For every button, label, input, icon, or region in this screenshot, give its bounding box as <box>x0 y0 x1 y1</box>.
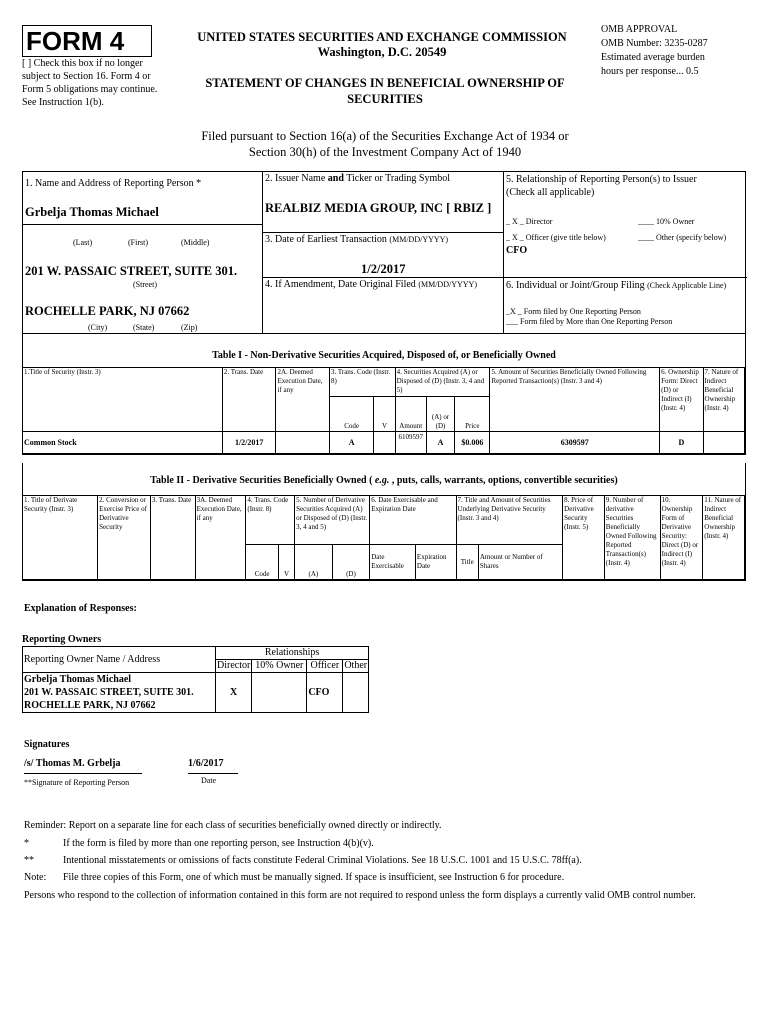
reminder-note: Reminder: Report on a separate line for each class of securities beneficially owned directly or indirectly. <box>24 820 442 831</box>
star1-mark: * <box>24 838 29 849</box>
owner-officer: CFO <box>307 673 343 713</box>
t1-h-deemed: 2A. Deemed Execution Date, if any <box>276 368 330 432</box>
t2-h-owned: 9. Number of derivative Securities Beneficially Owned Following Reported Transaction(s) (Instr. 4) <box>604 496 660 580</box>
box6-label: 6. Individual or Joint/Group Filing (Check Applicable Line) <box>506 280 727 291</box>
table2-box <box>22 463 746 581</box>
t2-h-nature: 11. Nature of Indirect Beneficial Ownership (Instr. 4) <box>703 496 745 580</box>
t2-sub-expiration: Expiration Date <box>415 545 456 580</box>
ten-pct-owner-checkbox[interactable]: ____ 10% Owner <box>638 217 695 226</box>
top-boxes <box>22 171 746 334</box>
t2-h-exercisable: 6. Date Exercisable and Expiration Date <box>370 496 456 545</box>
street-address: 201 W. PASSAIC STREET, SUITE 301. <box>25 264 238 278</box>
filed-pursuant-line1: Filed pursuant to Section 16(a) of the Securities Exchange Act of 1934 or <box>201 129 569 143</box>
t1-deemed-date <box>276 432 330 454</box>
form-title: FORM 4 <box>26 26 125 56</box>
omb-box <box>601 23 761 79</box>
signature-label: **Signature of Reporting Person <box>24 778 130 787</box>
t2-h-title: 1. Title of Derivate Security (Instr. 3) <box>23 496 98 580</box>
signature-date: 1/6/2017 <box>188 758 238 774</box>
table-row <box>23 673 369 713</box>
t2-h-number: 5. Number of Derivative Securities Acquired (A) or Disposed of (D) (Instr. 3, 4 and 5) <box>295 496 370 545</box>
persons-note: Persons who respond to the collection of information contained in this form are not required to respond unless the form displays a currently valid OMB control number. <box>24 890 696 901</box>
owners-h-ten: 10% Owner <box>252 660 307 673</box>
city-label: (City) <box>88 323 108 332</box>
t1-h-date: 2. Trans. Date <box>222 368 276 432</box>
director-checkbox[interactable]: _ X _ Director <box>506 217 553 226</box>
t2-sub-amount: Amount or Number of Shares <box>478 545 562 580</box>
t1-v <box>374 432 395 454</box>
middle-label: (Middle) <box>181 238 210 247</box>
t1-h-code: 3. Trans. Code (Instr. 8) <box>329 368 395 397</box>
t1-nature <box>703 432 744 454</box>
state-label: (State) <box>133 323 155 332</box>
omb-hours: hours per response... 0.5 <box>601 66 699 77</box>
t1-h-securities: 4. Securities Acquired (A) or Disposed of (D) (Instr. 3, 4 and 5) <box>395 368 490 397</box>
t1-amount: 6109597 <box>395 432 426 454</box>
box4-label: 4. If Amendment, Date Original Filed (MM/DD/YYYY) <box>265 279 477 290</box>
owners-h-director: Director <box>217 660 251 671</box>
t2-h-form: 10. Ownership Form of Derivative Security: Direct (D) or Indirect (I) (Instr. 4) <box>660 496 703 580</box>
t2-sub-title: Title <box>456 545 478 580</box>
agency-line2: Washington, D.C. 20549 <box>317 45 447 59</box>
one-person-checkbox[interactable]: _X _ Form filed by One Reporting Person <box>506 307 641 316</box>
city-state-zip: ROCHELLE PARK, NJ 07662 <box>25 304 190 318</box>
box5-label: 5. Relationship of Reporting Person(s) to Issuer (Check all applicable) <box>506 174 697 198</box>
table1-title: Table I - Non-Derivative Securities Acquired, Disposed of, or Beneficially Owned <box>212 350 556 361</box>
issuer-name: REALBIZ MEDIA GROUP, INC [ RBIZ ] <box>265 201 492 215</box>
omb-approval: OMB APPROVAL <box>601 24 678 35</box>
t1-price: $0.006 <box>455 432 490 454</box>
t2-sub-d: (D) <box>332 545 370 580</box>
note-mark: Note: <box>24 872 47 883</box>
t1-sub-aord: (A) or (D) <box>426 397 454 432</box>
omb-burden: Estimated average burden <box>601 52 705 63</box>
t1-h-title: 1.Title of Security (Instr. 3) <box>23 368 223 432</box>
owner-other <box>343 673 369 713</box>
t1-owned: 6309597 <box>490 432 660 454</box>
agency-line1: UNITED STATES SECURITIES AND EXCHANGE COMMISSION <box>197 30 567 44</box>
box3-label: 3. Date of Earliest Transaction (MM/DD/YYYY) <box>265 234 449 245</box>
form-title-box <box>22 25 152 57</box>
t2-sub-code: Code <box>246 545 278 580</box>
street-label: (Street) <box>133 280 157 289</box>
t2-h-underlying: 7. Title and Amount of Securities Underlying Derivative Security (Instr. 3 and 4) <box>456 496 563 545</box>
owner-director: X <box>216 673 252 713</box>
checkbox-note[interactable]: [ ] Check this box if no longer subject to Section 16. Form 4 or Form 5 obligations may continue. See Instruction 1(b). <box>22 58 158 108</box>
t2-h-deemed: 3A. Deemed Execution Date, if any <box>195 496 246 580</box>
reporting-owners-heading: Reporting Owners <box>22 634 102 645</box>
owners-h-name: Reporting Owner Name / Address <box>23 647 216 673</box>
earliest-transaction-date: 1/2/2017 <box>361 262 406 276</box>
more-persons-checkbox[interactable]: ___ Form filed by More than One Reporting Person <box>506 317 673 326</box>
star2-note: Intentional misstatements or omissions of facts constitute Federal Criminal Violations. See 18 U.S.C. 1001 and 15 U.S.C. 78ff(a). <box>63 855 582 866</box>
star2-mark: ** <box>24 855 34 866</box>
first-label: (First) <box>128 238 148 247</box>
reporting-owners-table <box>22 646 369 713</box>
date-label: Date <box>201 776 217 785</box>
t1-aord: A <box>426 432 454 454</box>
other-checkbox[interactable]: ____ Other (specify below) <box>638 233 727 242</box>
reporting-person-name: Grbelja Thomas Michael <box>25 205 159 219</box>
officer-checkbox[interactable]: _ X _ Officer (give title below) <box>506 233 606 242</box>
t2-sub-date-exercisable: Date Exercisable <box>370 545 416 580</box>
t2-sub-a: (A) <box>295 545 333 580</box>
officer-title: CFO <box>506 245 528 256</box>
owner-name-address: Grbelja Thomas Michael 201 W. PASSAIC STREET, SUITE 301. ROCHELLE PARK, NJ 07662 <box>23 673 216 713</box>
box1-label: 1. Name and Address of Reporting Person * <box>25 178 202 189</box>
t1-sub-v: V <box>374 397 395 432</box>
zip-label: (Zip) <box>181 323 198 332</box>
t2-h-code: 4. Trans. Code (Instr. 8) <box>246 496 295 545</box>
t1-security-title: Common Stock <box>23 432 223 454</box>
note-text: File three copies of this Form, one of which must be manually signed. If space is insufficient, see Instruction 6 for procedure. <box>63 872 565 883</box>
t1-sub-amount: Amount <box>395 397 426 432</box>
owners-h-relationships: Relationships <box>216 647 369 660</box>
table1 <box>22 367 745 454</box>
agency-name <box>172 30 592 60</box>
t1-form: D <box>660 432 703 454</box>
omb-number: OMB Number: 3235-0287 <box>601 38 708 49</box>
table-row <box>23 432 745 454</box>
t1-sub-code: Code <box>329 397 373 432</box>
t1-h-amount-owned: 5. Amount of Securities Beneficially Owned Following Reported Transaction(s) (Instr. 3 and 4) <box>490 368 660 432</box>
signatures-heading: Signatures <box>24 739 70 750</box>
owner-ten <box>252 673 307 713</box>
table2 <box>22 495 745 580</box>
t1-trans-date: 1/2/2017 <box>222 432 276 454</box>
last-label: (Last) <box>73 238 93 247</box>
owners-h-officer: Officer <box>307 660 343 673</box>
statement-title: STATEMENT OF CHANGES IN BENEFICIAL OWNERSHIP OF SECURITIES <box>205 76 565 106</box>
table2-title: Table II - Derivative Securities Beneficially Owned ( e.g. , puts, calls, warrants, options, convertible securities) <box>150 475 618 486</box>
star1-note: If the form is filed by more than one reporting person, see Instruction 4(b)(v). <box>63 838 374 849</box>
table1-box <box>22 333 746 455</box>
t1-code: A <box>329 432 373 454</box>
box2-label: 2. Issuer Name and Ticker or Trading Symbol <box>265 173 451 184</box>
t2-h-date: 3. Trans. Date <box>150 496 195 580</box>
filed-pursuant <box>0 128 770 160</box>
t1-h-ownership-form: 6. Ownership Form: Direct (D) or Indirect (I) (Instr. 4) <box>660 368 703 432</box>
t2-h-conversion: 2. Conversion or Exercise Price of Derivative Security <box>98 496 151 580</box>
filed-pursuant-line2: Section 30(h) of the Investment Company Act of 1940 <box>248 145 522 159</box>
t2-h-price: 8. Price of Derivative Security (Instr. 5) <box>563 496 605 580</box>
t1-sub-price: Price <box>455 397 490 432</box>
explanation-heading: Explanation of Responses: <box>24 603 137 614</box>
signer-name: /s/ Thomas M. Grbelja <box>24 758 142 774</box>
owners-h-other: Other <box>344 660 368 671</box>
t2-sub-v: V <box>278 545 294 580</box>
t1-h-nature: 7. Nature of Indirect Beneficial Ownership (Instr. 4) <box>703 368 744 432</box>
